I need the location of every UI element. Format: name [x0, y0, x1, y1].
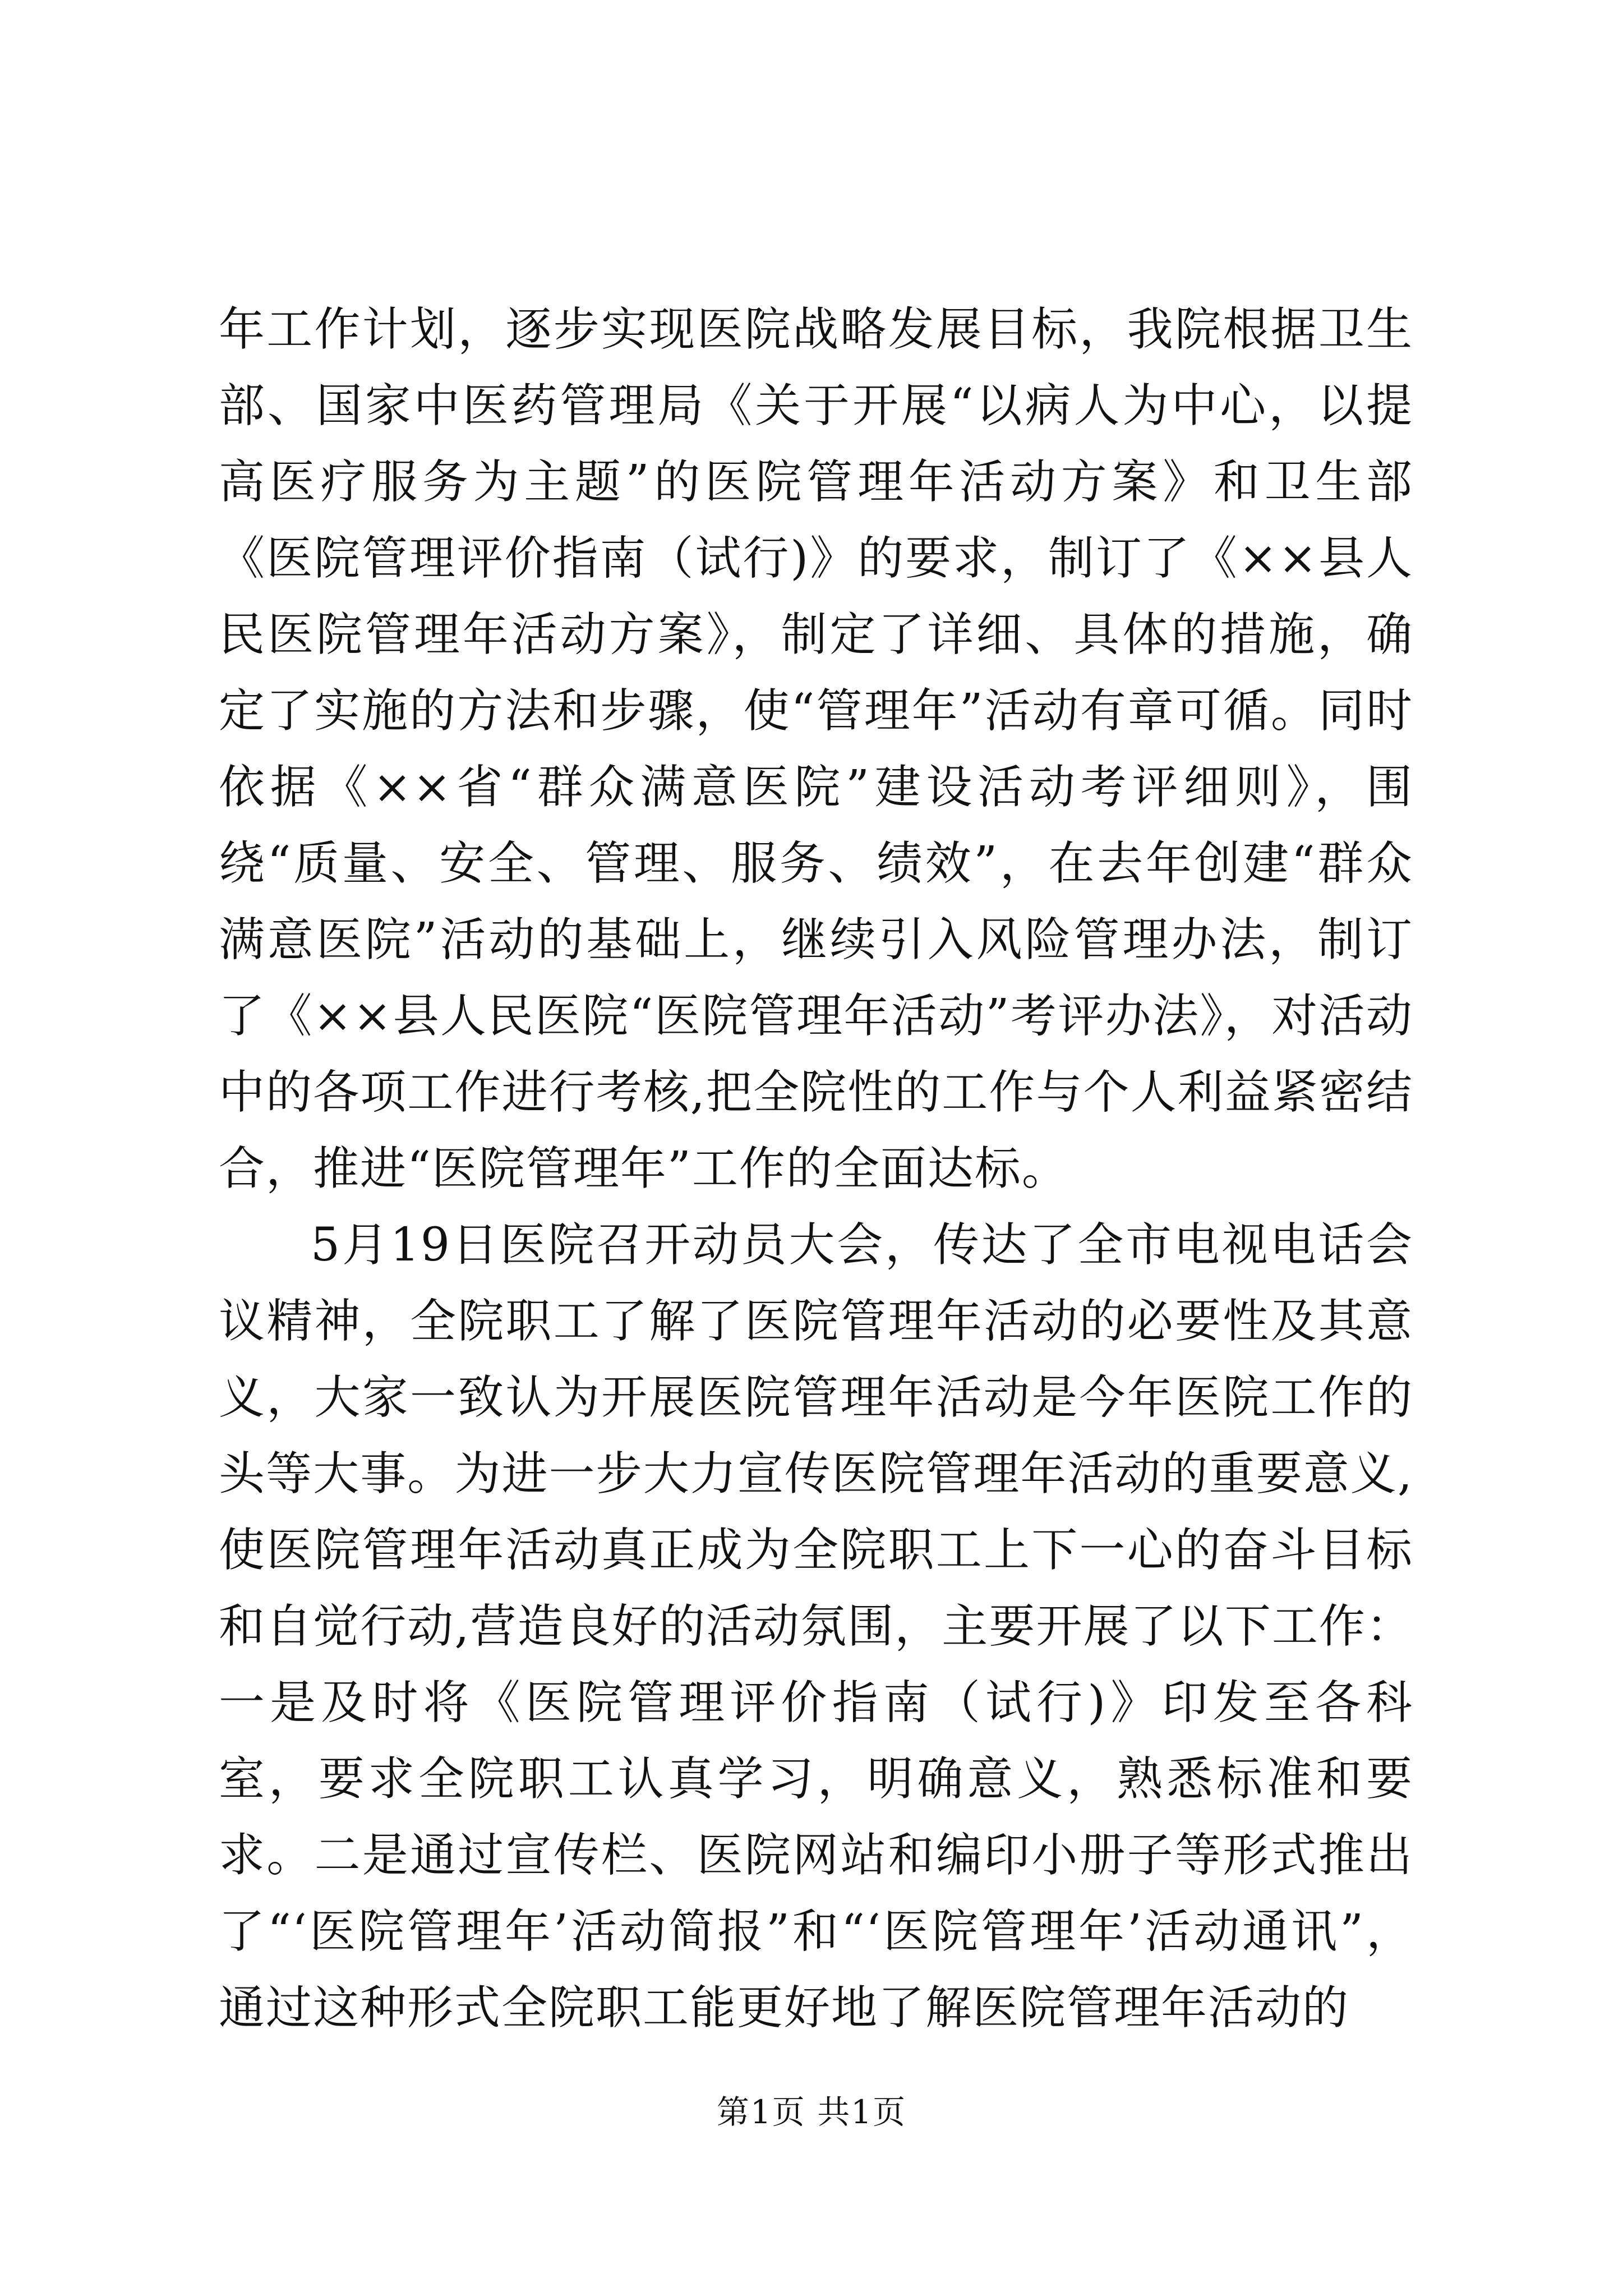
- paragraph-1: 年工作计划，逐步实现医院战略发展目标，我院根据卫生部、国家中医药管理局《关于开展“以病人为中心，以提高医疗服务为主题”的医院管理年活动方案》和卫生部《医院管理评价指南（试行)》的要求，制订了《××县人民医院管理年活动方案》，制定了详细、具体的措施，确定了实施的方法和步骤，使“管理年”活动有章可循。同时依据《××省“群众满意医院”建设活动考评细则》，围绕“质量、安全、管理、服务、绩效”，在去年创建“群众满意医院”活动的基础上，继续引入风险管理办法，制订了《××县人民医院“医院管理年活动”考评办法》，对活动中的各项工作进行考核,把全院性的工作与个人利益紧密结合，推进“医院管理年”工作的全面达标。: [219, 303, 1413, 1195]
- document-body: [219, 292, 1413, 2046]
- page-footer: 第1页 共1页: [716, 2093, 907, 2131]
- paragraph-2: 5月19日医院召开动员大会，传达了全市电视电话会议精神，全院职工了解了医院管理年活动的必要性及其意义，大家一致认为开展医院管理年活动是今年医院工作的头等大事。为进一步大力宣传医院管理年活动的重要意义,使医院管理年活动真正成为全院职工上下一心的奋斗目标和自觉行动,营造良好的活动氛围，主要开展了以下工作：一是及时将《医院管理评价指南（试行)》印发至各科室，要求全院职工认真学习，明确意义，熟悉标准和要求。二是通过宣传栏、医院网站和编印小册子等形式推出了“‘医院管理年’活动简报”和“‘医院管理年’活动通讯”，通过这种形式全院职工能更好地了解医院管理年活动的: [219, 1218, 1413, 2035]
